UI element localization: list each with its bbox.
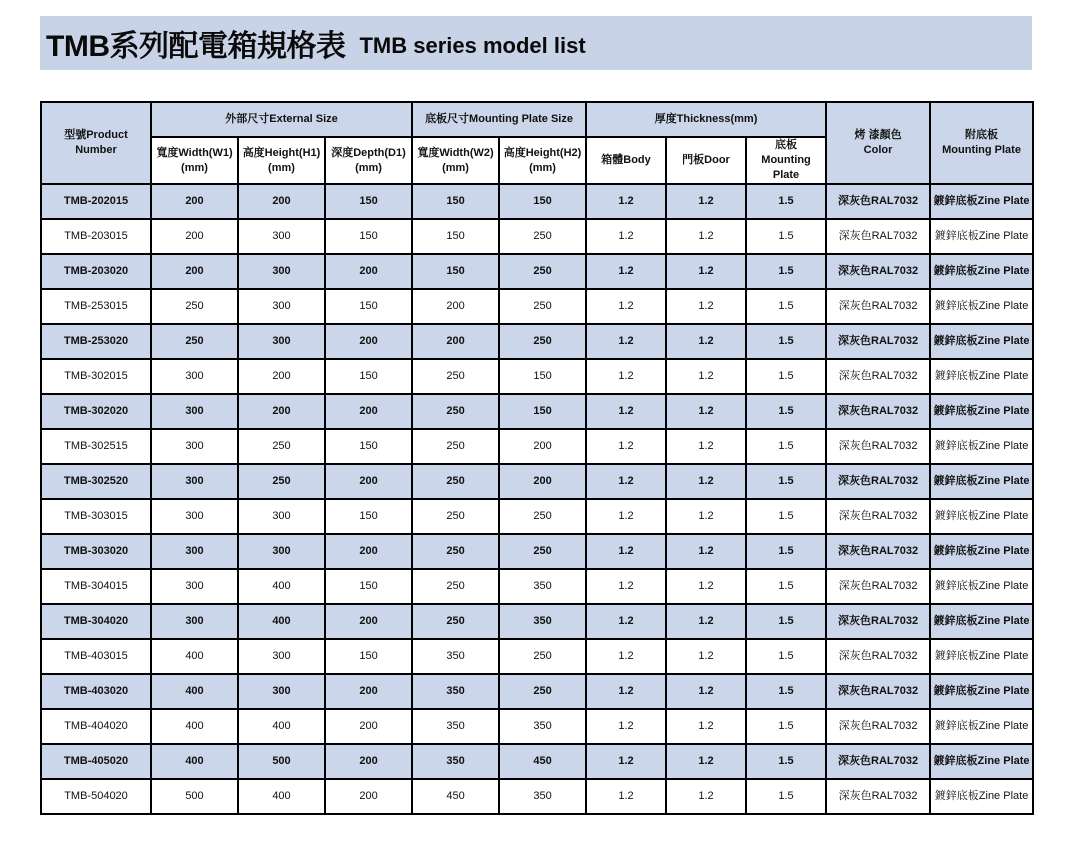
cell-color: 深灰色RAL7032 (826, 219, 930, 254)
table-row (41, 429, 1033, 464)
table-row (41, 324, 1033, 359)
cell-plate: 1.5 (746, 359, 826, 394)
cell-width-w2: 250 (412, 359, 499, 394)
cell-height-h1: 200 (238, 394, 325, 429)
cell-mounting-plate: 鍍鋅底板Zine Plate (930, 289, 1033, 324)
cell-plate: 1.5 (746, 674, 826, 709)
cell-height-h2: 250 (499, 324, 586, 359)
cell-height-h2: 250 (499, 639, 586, 674)
cell-plate: 1.5 (746, 534, 826, 569)
cell-body: 1.2 (586, 184, 666, 219)
cell-body: 1.2 (586, 289, 666, 324)
cell-plate: 1.5 (746, 324, 826, 359)
spec-table (40, 101, 1034, 815)
cell-body: 1.2 (586, 464, 666, 499)
cell-depth-d1: 150 (325, 219, 412, 254)
cell-height-h2: 150 (499, 359, 586, 394)
cell-width-w2: 200 (412, 289, 499, 324)
header-color-en: Color (863, 144, 893, 156)
cell-model: TMB-302520 (41, 464, 151, 499)
cell-mounting-plate: 鍍鋅底板Zine Plate (930, 184, 1033, 219)
cell-plate: 1.5 (746, 464, 826, 499)
header-mounting-plate-zh: 附底板 (965, 129, 999, 141)
header-width-w2 (412, 137, 499, 184)
cell-color: 深灰色RAL7032 (826, 254, 930, 289)
cell-plate: 1.5 (746, 604, 826, 639)
cell-mounting-plate: 鍍鋅底板Zine Plate (930, 674, 1033, 709)
cell-model: TMB-405020 (41, 744, 151, 779)
cell-depth-d1: 200 (325, 674, 412, 709)
cell-door: 1.2 (666, 674, 746, 709)
cell-door: 1.2 (666, 534, 746, 569)
header-mounting-plate-size: 底板尺寸Mounting Plate Size (412, 102, 586, 137)
cell-width-w2: 350 (412, 674, 499, 709)
cell-plate: 1.5 (746, 639, 826, 674)
cell-width-w2: 250 (412, 499, 499, 534)
cell-model: TMB-404020 (41, 709, 151, 744)
table-row (41, 289, 1033, 324)
cell-color: 深灰色RAL7032 (826, 394, 930, 429)
cell-color: 深灰色RAL7032 (826, 569, 930, 604)
table-row (41, 709, 1033, 744)
cell-depth-d1: 150 (325, 499, 412, 534)
cell-height-h2: 200 (499, 464, 586, 499)
cell-depth-d1: 200 (325, 604, 412, 639)
header-unit: (mm) (268, 161, 295, 174)
cell-model: TMB-403015 (41, 639, 151, 674)
cell-model: TMB-253015 (41, 289, 151, 324)
cell-body: 1.2 (586, 604, 666, 639)
cell-width-w1: 400 (151, 744, 238, 779)
cell-width-w2: 250 (412, 604, 499, 639)
cell-color: 深灰色RAL7032 (826, 639, 930, 674)
cell-body: 1.2 (586, 744, 666, 779)
cell-mounting-plate: 鍍鋅底板Zine Plate (930, 534, 1033, 569)
cell-mounting-plate: 鍍鋅底板Zine Plate (930, 219, 1033, 254)
cell-width-w2: 250 (412, 569, 499, 604)
cell-width-w1: 300 (151, 394, 238, 429)
cell-height-h1: 400 (238, 569, 325, 604)
cell-body: 1.2 (586, 324, 666, 359)
header-plate-zh: 底板 (775, 139, 798, 151)
header-body: 箱體Body (586, 137, 666, 184)
cell-color: 深灰色RAL7032 (826, 604, 930, 639)
cell-height-h2: 350 (499, 569, 586, 604)
cell-width-w2: 200 (412, 324, 499, 359)
cell-width-w2: 250 (412, 394, 499, 429)
cell-width-w1: 200 (151, 219, 238, 254)
cell-mounting-plate: 鍍鋅底板Zine Plate (930, 324, 1033, 359)
cell-door: 1.2 (666, 639, 746, 674)
table-row (41, 744, 1033, 779)
cell-mounting-plate: 鍍鋅底板Zine Plate (930, 254, 1033, 289)
cell-body: 1.2 (586, 219, 666, 254)
header-door: 門板Door (666, 137, 746, 184)
cell-width-w2: 350 (412, 709, 499, 744)
cell-width-w1: 250 (151, 324, 238, 359)
cell-height-h2: 250 (499, 674, 586, 709)
cell-height-h2: 250 (499, 534, 586, 569)
header-mounting-plate-en: Mounting Plate (942, 144, 1021, 156)
cell-width-w1: 300 (151, 429, 238, 464)
cell-height-h2: 350 (499, 709, 586, 744)
title-english: TMB series model list (359, 33, 586, 58)
table-row (41, 534, 1033, 569)
cell-depth-d1: 200 (325, 534, 412, 569)
cell-door: 1.2 (666, 604, 746, 639)
cell-height-h1: 400 (238, 779, 325, 814)
header-color-zh: 烤 漆顏色 (854, 129, 902, 141)
header-depth-d1 (325, 137, 412, 184)
cell-door: 1.2 (666, 324, 746, 359)
cell-door: 1.2 (666, 394, 746, 429)
cell-height-h2: 250 (499, 289, 586, 324)
cell-mounting-plate: 鍍鋅底板Zine Plate (930, 569, 1033, 604)
cell-door: 1.2 (666, 464, 746, 499)
cell-model: TMB-403020 (41, 674, 151, 709)
cell-depth-d1: 200 (325, 254, 412, 289)
cell-width-w2: 250 (412, 464, 499, 499)
cell-plate: 1.5 (746, 254, 826, 289)
cell-width-w1: 300 (151, 569, 238, 604)
cell-mounting-plate: 鍍鋅底板Zine Plate (930, 499, 1033, 534)
cell-body: 1.2 (586, 359, 666, 394)
cell-width-w1: 400 (151, 674, 238, 709)
cell-model: TMB-203020 (41, 254, 151, 289)
header-thickness: 厚度Thickness(mm) (586, 102, 826, 137)
header-plate (746, 137, 826, 184)
cell-color: 深灰色RAL7032 (826, 779, 930, 814)
cell-color: 深灰色RAL7032 (826, 184, 930, 219)
header-depth-d1-label: 深度Depth(D1) (331, 146, 406, 159)
cell-body: 1.2 (586, 639, 666, 674)
cell-width-w2: 150 (412, 254, 499, 289)
cell-mounting-plate: 鍍鋅底板Zine Plate (930, 464, 1033, 499)
header-product-number: 型號Product Number (41, 102, 151, 184)
table-row (41, 569, 1033, 604)
cell-width-w2: 250 (412, 534, 499, 569)
cell-color: 深灰色RAL7032 (826, 534, 930, 569)
cell-depth-d1: 200 (325, 744, 412, 779)
cell-height-h2: 250 (499, 499, 586, 534)
cell-model: TMB-203015 (41, 219, 151, 254)
cell-width-w1: 400 (151, 639, 238, 674)
cell-door: 1.2 (666, 709, 746, 744)
cell-width-w1: 300 (151, 464, 238, 499)
cell-height-h1: 200 (238, 184, 325, 219)
cell-height-h1: 400 (238, 604, 325, 639)
cell-plate: 1.5 (746, 289, 826, 324)
table-row (41, 359, 1033, 394)
cell-height-h1: 300 (238, 289, 325, 324)
cell-body: 1.2 (586, 254, 666, 289)
header-height-h2-label: 高度Height(H2) (503, 146, 582, 159)
cell-plate: 1.5 (746, 709, 826, 744)
cell-door: 1.2 (666, 254, 746, 289)
cell-height-h1: 300 (238, 499, 325, 534)
cell-height-h2: 350 (499, 779, 586, 814)
header-width-w1-label: 寬度Width(W1) (156, 146, 233, 159)
cell-width-w1: 300 (151, 534, 238, 569)
cell-body: 1.2 (586, 394, 666, 429)
cell-mounting-plate: 鍍鋅底板Zine Plate (930, 359, 1033, 394)
cell-width-w1: 200 (151, 254, 238, 289)
cell-width-w1: 200 (151, 184, 238, 219)
header-height-h1-label: 高度Height(H1) (242, 146, 321, 159)
header-width-w2-label: 寬度Width(W2) (417, 146, 494, 159)
cell-door: 1.2 (666, 429, 746, 464)
cell-model: TMB-303020 (41, 534, 151, 569)
table-row (41, 219, 1033, 254)
cell-color: 深灰色RAL7032 (826, 499, 930, 534)
cell-depth-d1: 150 (325, 289, 412, 324)
table-row (41, 254, 1033, 289)
header-plate-en: Mounting Plate (761, 154, 811, 181)
table-row (41, 394, 1033, 429)
cell-height-h2: 250 (499, 254, 586, 289)
cell-body: 1.2 (586, 569, 666, 604)
cell-model: TMB-302020 (41, 394, 151, 429)
cell-color: 深灰色RAL7032 (826, 359, 930, 394)
cell-color: 深灰色RAL7032 (826, 709, 930, 744)
cell-door: 1.2 (666, 779, 746, 814)
header-unit: (mm) (355, 161, 382, 174)
cell-model: TMB-304020 (41, 604, 151, 639)
cell-model: TMB-303015 (41, 499, 151, 534)
cell-height-h1: 300 (238, 674, 325, 709)
cell-height-h2: 200 (499, 429, 586, 464)
cell-door: 1.2 (666, 184, 746, 219)
cell-depth-d1: 150 (325, 639, 412, 674)
cell-color: 深灰色RAL7032 (826, 674, 930, 709)
cell-model: TMB-202015 (41, 184, 151, 219)
cell-plate: 1.5 (746, 744, 826, 779)
cell-body: 1.2 (586, 779, 666, 814)
cell-height-h2: 250 (499, 219, 586, 254)
table-row (41, 184, 1033, 219)
cell-model: TMB-302515 (41, 429, 151, 464)
cell-height-h1: 300 (238, 639, 325, 674)
cell-height-h1: 300 (238, 254, 325, 289)
cell-depth-d1: 150 (325, 429, 412, 464)
cell-color: 深灰色RAL7032 (826, 289, 930, 324)
cell-width-w2: 150 (412, 184, 499, 219)
cell-height-h1: 400 (238, 709, 325, 744)
header-unit: (mm) (442, 161, 469, 174)
cell-plate: 1.5 (746, 219, 826, 254)
table-row (41, 464, 1033, 499)
cell-height-h1: 250 (238, 464, 325, 499)
cell-body: 1.2 (586, 674, 666, 709)
cell-height-h2: 150 (499, 184, 586, 219)
cell-height-h2: 150 (499, 394, 586, 429)
cell-plate: 1.5 (746, 429, 826, 464)
cell-mounting-plate: 鍍鋅底板Zine Plate (930, 744, 1033, 779)
cell-plate: 1.5 (746, 779, 826, 814)
cell-color: 深灰色RAL7032 (826, 744, 930, 779)
cell-mounting-plate: 鍍鋅底板Zine Plate (930, 394, 1033, 429)
cell-depth-d1: 200 (325, 709, 412, 744)
cell-mounting-plate: 鍍鋅底板Zine Plate (930, 709, 1033, 744)
cell-width-w2: 150 (412, 219, 499, 254)
cell-height-h1: 500 (238, 744, 325, 779)
cell-height-h2: 450 (499, 744, 586, 779)
cell-depth-d1: 150 (325, 569, 412, 604)
header-height-h1 (238, 137, 325, 184)
cell-model: TMB-302015 (41, 359, 151, 394)
cell-mounting-plate: 鍍鋅底板Zine Plate (930, 779, 1033, 814)
cell-door: 1.2 (666, 499, 746, 534)
header-height-h2 (499, 137, 586, 184)
cell-door: 1.2 (666, 219, 746, 254)
cell-height-h1: 300 (238, 219, 325, 254)
cell-plate: 1.5 (746, 394, 826, 429)
cell-color: 深灰色RAL7032 (826, 429, 930, 464)
cell-door: 1.2 (666, 359, 746, 394)
cell-depth-d1: 200 (325, 779, 412, 814)
cell-depth-d1: 200 (325, 324, 412, 359)
title-banner (40, 16, 1032, 70)
title-chinese: TMB系列配電箱規格表 (46, 30, 346, 63)
table-row (41, 674, 1033, 709)
cell-width-w1: 500 (151, 779, 238, 814)
cell-width-w1: 300 (151, 604, 238, 639)
cell-width-w1: 400 (151, 709, 238, 744)
header-color (826, 102, 930, 184)
cell-height-h2: 350 (499, 604, 586, 639)
cell-body: 1.2 (586, 709, 666, 744)
cell-width-w2: 450 (412, 779, 499, 814)
cell-plate: 1.5 (746, 569, 826, 604)
cell-width-w1: 300 (151, 499, 238, 534)
cell-height-h1: 300 (238, 324, 325, 359)
header-width-w1 (151, 137, 238, 184)
cell-height-h1: 300 (238, 534, 325, 569)
cell-body: 1.2 (586, 499, 666, 534)
cell-color: 深灰色RAL7032 (826, 324, 930, 359)
cell-width-w1: 300 (151, 359, 238, 394)
cell-mounting-plate: 鍍鋅底板Zine Plate (930, 639, 1033, 674)
cell-plate: 1.5 (746, 499, 826, 534)
table-row (41, 779, 1033, 814)
cell-width-w2: 350 (412, 744, 499, 779)
cell-body: 1.2 (586, 534, 666, 569)
cell-model: TMB-253020 (41, 324, 151, 359)
cell-width-w1: 250 (151, 289, 238, 324)
cell-width-w2: 350 (412, 639, 499, 674)
cell-color: 深灰色RAL7032 (826, 464, 930, 499)
cell-width-w2: 250 (412, 429, 499, 464)
cell-model: TMB-504020 (41, 779, 151, 814)
cell-model: TMB-304015 (41, 569, 151, 604)
header-unit: (mm) (181, 161, 208, 174)
table-row (41, 639, 1033, 674)
header-external-size: 外部尺寸External Size (151, 102, 412, 137)
cell-plate: 1.5 (746, 184, 826, 219)
cell-door: 1.2 (666, 289, 746, 324)
cell-mounting-plate: 鍍鋅底板Zine Plate (930, 429, 1033, 464)
cell-door: 1.2 (666, 569, 746, 604)
table-body (41, 184, 1033, 814)
table-row (41, 499, 1033, 534)
cell-depth-d1: 200 (325, 464, 412, 499)
cell-mounting-plate: 鍍鋅底板Zine Plate (930, 604, 1033, 639)
cell-height-h1: 200 (238, 359, 325, 394)
header-unit: (mm) (529, 161, 556, 174)
cell-door: 1.2 (666, 744, 746, 779)
cell-body: 1.2 (586, 429, 666, 464)
cell-depth-d1: 150 (325, 184, 412, 219)
table-row (41, 604, 1033, 639)
header-mounting-plate (930, 102, 1033, 184)
cell-height-h1: 250 (238, 429, 325, 464)
cell-depth-d1: 200 (325, 394, 412, 429)
cell-depth-d1: 150 (325, 359, 412, 394)
